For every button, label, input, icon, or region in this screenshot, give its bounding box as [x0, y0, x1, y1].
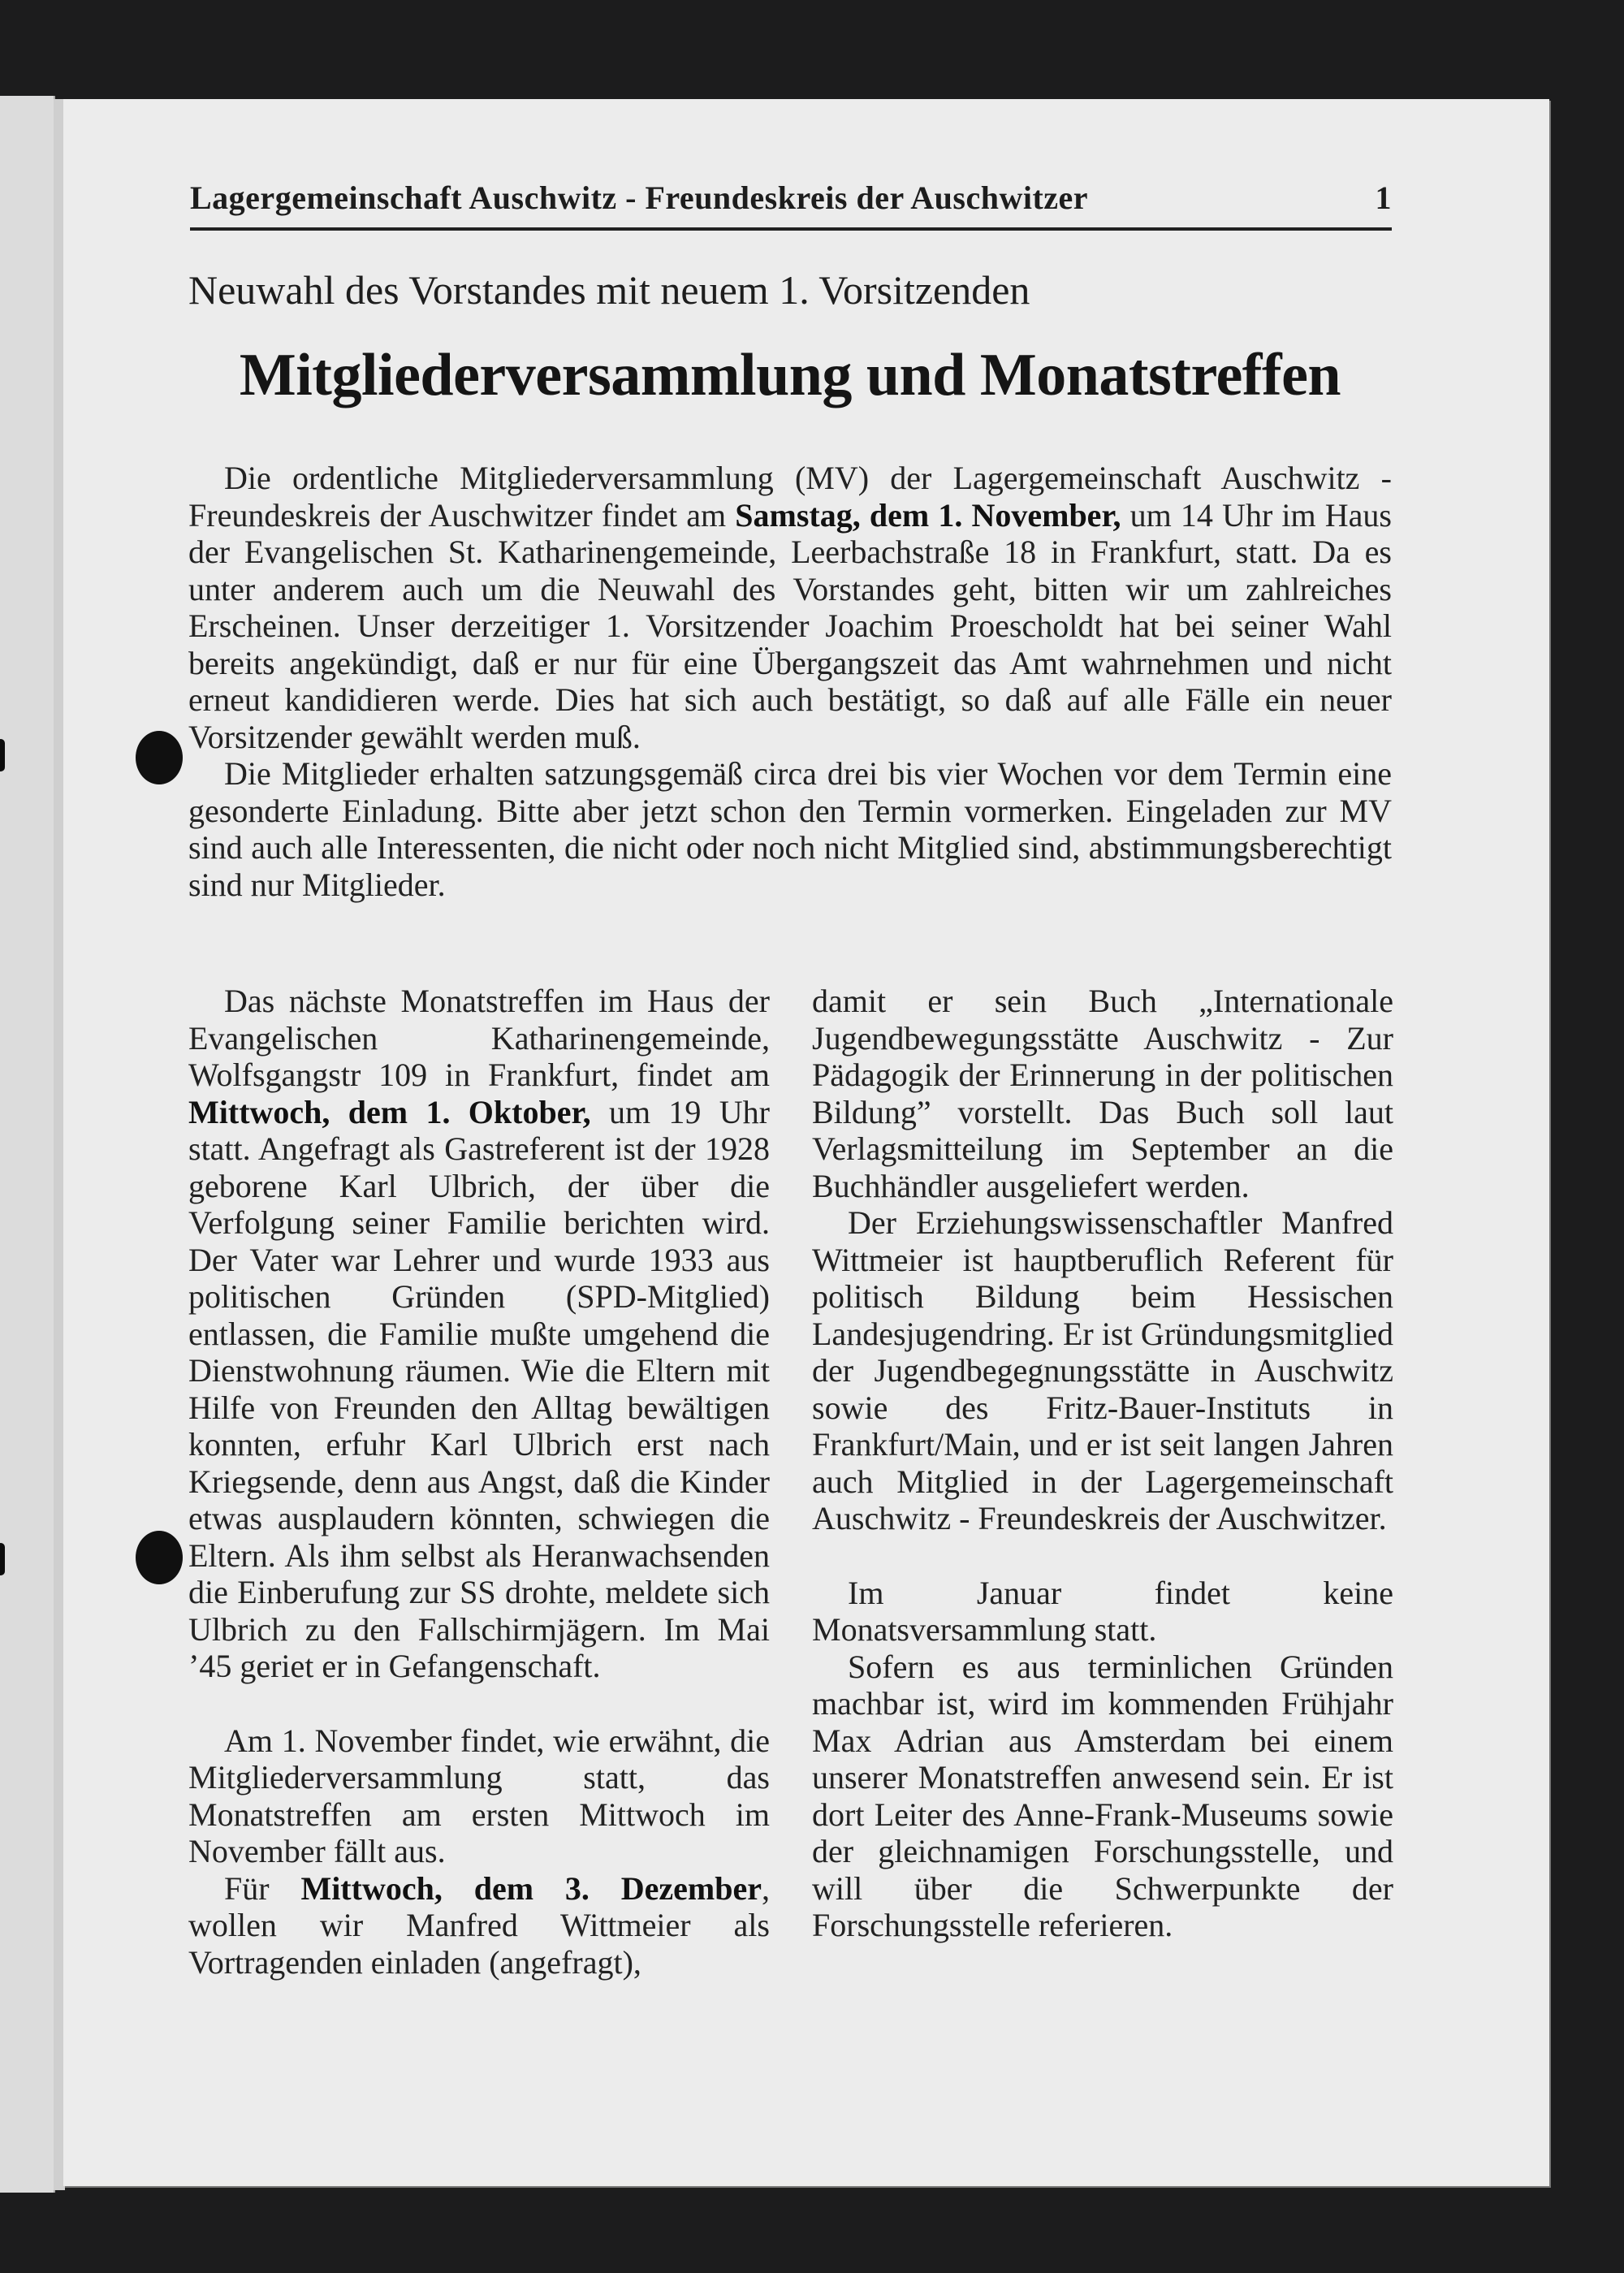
paragraph-gap — [188, 1685, 770, 1722]
article-kicker: Neuwahl des Vorstandes mit neuem 1. Vorsitzenden — [188, 267, 1030, 313]
body-paragraph: damit er sein Buch „Internationale Jugendbewegungsstätte Auschwitz - Zur Pädagogik der Erinnerung in der politischen Bildung” vorstellt. Das Buch soll laut Verlagsmitteilung im September an die Buchhändler ausgeliefert werden. — [812, 983, 1393, 1204]
text-run: Für — [224, 1869, 301, 1907]
punch-hole — [136, 731, 183, 784]
body-paragraph: Am 1. November findet, wie erwähnt, die Mitgliederversammlung statt, das Monatstreffen am ersten Mittwoch im November fällt aus. — [188, 1722, 770, 1869]
binder-ring — [0, 739, 5, 771]
body-paragraph — [188, 983, 770, 1685]
text-run: um 14 Uhr im Haus der Evangelischen St. Katharinengemeinde, Leerbachstraße 18 in Frankfurt, statt. Da es unter anderem auch um die Neuwahl des Vorstandes geht, bitten wir um zahlreiches Erscheinen. Unser derzeitiger 1. Vorsitzender Joachim Proescholdt hat bei seiner Wahl bereits angekündigt, daß er nur für eine Übergangszeit das Amt wahrnehmen und nicht erneut kandidieren werde. Dies hat sich auch bestätigt, so daß auf alle Fälle ein neuer Vorsitzender gewählt werden muß. — [188, 496, 1392, 755]
lead-paragraph — [188, 460, 1392, 755]
text-run: Die ordentliche Mitgliederversammlung (MV) der Lagergemeinschaft Auschwitz - Freundeskreis der Auschwitzer findet am — [188, 460, 1392, 534]
right-column — [812, 983, 1393, 1944]
page-number: 1 — [1375, 179, 1392, 216]
date-emphasis: Mittwoch, dem 1. Oktober, — [188, 1093, 591, 1130]
publication-name: Lagergemeinschaft Auschwitz - Freundeskreis der Auschwitzer — [190, 179, 1089, 216]
body-paragraph — [188, 1870, 770, 1981]
article-headline: Mitgliederversammlung und Monatstreffen — [239, 342, 1341, 408]
binder-ring — [0, 1543, 5, 1575]
body-paragraph: Der Erziehungswissenschaftler Manfred Wittmeier ist hauptberuflich Referent für politisch Bildung beim Hessischen Landesjugendring. Er ist Gründungsmitglied der Jugendbegegnungsstätte in Auschwitz sowie des Fritz-Bauer-Instituts in Frankfurt/Main, und er ist seit langen Jahren auch Mitglied in der Lagergemeinschaft Auschwitz - Freundeskreis der Auschwitzer. — [812, 1204, 1393, 1536]
lead-section — [188, 460, 1392, 903]
date-emphasis: Mittwoch, dem 3. Dezember — [300, 1869, 762, 1907]
adjacent-page-edge — [0, 96, 55, 2193]
date-emphasis: Samstag, dem 1. November, — [735, 496, 1121, 534]
lead-paragraph: Die Mitglieder erhalten satzungsgemäß circa drei bis vier Wochen vor dem Termin eine gesonderte Einladung. Bitte aber jetzt schon den Termin vormerken. Eingeladen zur MV sind auch alle Interessenten, die nicht oder noch nicht Mitglied sind, abstimmungsberechtigt sind nur Mitglieder. — [188, 755, 1392, 903]
left-column — [188, 983, 770, 1981]
text-run: um 19 Uhr statt. Angefragt als Gastreferent ist der 1928 geborene Karl Ulbrich, der über die Verfolgung seiner Familie berichten wird. Der Vater war Lehrer und wurde 1933 aus politischen Gründen (SPD-Mitglied) entlassen, die Familie mußte umgehend die Dienstwohnung räumen. Wie die Eltern mit Hilfe von Freunden den Alltag bewältigen konnten, erfuhr Karl Ulbrich erst nach Kriegsende, denn aus Angst, daß die Kinder etwas ausplaudern könnten, schwiegen die Eltern. Als ihm selbst als Heranwachsenden die Einberufung zur SS drohte, meldete sich Ulbrich zu den Fallschirmjägern. Im Mai ’45 geriet er in Gefangenschaft. — [188, 1093, 770, 1684]
punch-hole — [136, 1531, 183, 1584]
body-paragraph: Im Januar findet keine Monatsversammlung statt. — [812, 1574, 1393, 1648]
paragraph-gap — [812, 1537, 1393, 1575]
text-run: Das nächste Monatstreffen im Haus der Evangelischen Katharinengemeinde, Wolfsgangstr 109 in Frankfurt, findet am — [188, 983, 770, 1093]
body-paragraph: Sofern es aus terminlichen Gründen machbar ist, wird im kommenden Frühjahr Max Adrian aus Amsterdam bei einem unserer Monatstreffen anwesend sein. Er ist dort Leiter des Anne-Frank-Museums sowie der gleichnamigen Forschungsstelle, und will über die Schwerpunkte der Forschungsstelle referieren. — [812, 1648, 1393, 1943]
running-header — [190, 179, 1392, 231]
text-run: , wollen wir Manfred Wittmeier als Vortragenden einladen (angefragt), — [188, 1869, 770, 1981]
